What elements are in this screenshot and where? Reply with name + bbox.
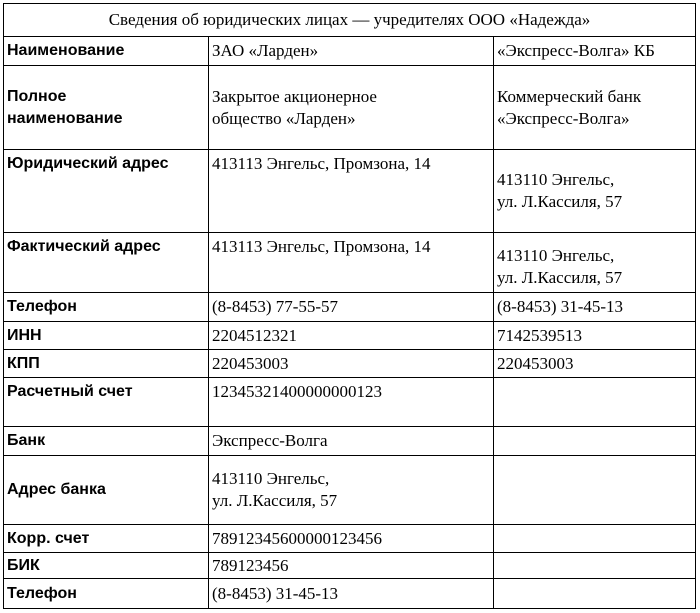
table-row [4,322,696,350]
cell-founder-2: (8-8453) 31-45-13 [494,293,696,322]
cell-founder-1: 220453003 [209,350,494,378]
row-label: Банк [4,427,209,456]
table-title: Сведения об юридических лицах — учредителях ООО «Надежда» [4,4,696,37]
cell-founder-1: 413113 Энгельс, Промзона, 14 [209,150,494,233]
cell-founder-2 [494,579,696,609]
cell-founder-1: 413113 Энгельс, Промзона, 14 [209,233,494,293]
cell-founder-1: 789123456 [209,553,494,579]
row-label: Юридический адрес [4,150,209,233]
table-row [4,150,696,233]
table-row [4,579,696,609]
row-label: Наименование [4,37,209,66]
cell-founder-2: 413110 Энгельс, ул. Л.Кассиля, 57 [494,150,696,233]
cell-founder-1: 413110 Энгельс, ул. Л.Кассиля, 57 [209,456,494,525]
cell-founder-2: Коммерческий банк «Экспресс-Волга» [494,66,696,150]
table-row [4,37,696,66]
table-row [4,378,696,427]
cell-founder-2 [494,456,696,525]
row-label: Телефон [4,579,209,609]
table-row [4,553,696,579]
cell-founder-2: 7142539513 [494,322,696,350]
cell-founder-2 [494,378,696,427]
cell-founder-1: Экспресс-Волга [209,427,494,456]
cell-founder-1: ЗАО «Ларден» [209,37,494,66]
row-label: Телефон [4,293,209,322]
table-title-row [4,4,696,37]
cell-founder-1: (8-8453) 31-45-13 [209,579,494,609]
table-row [4,66,696,150]
table-row [4,525,696,553]
cell-founder-1: 2204512321 [209,322,494,350]
cell-founder-1: 12345321400000000123 [209,378,494,427]
founders-document [3,3,695,608]
table-row [4,350,696,378]
row-label: БИК [4,553,209,579]
founders-table [3,3,696,609]
table-row [4,233,696,293]
cell-founder-1: (8-8453) 77-55-57 [209,293,494,322]
row-label: Полное наименование [4,66,209,150]
cell-founder-2 [494,525,696,553]
row-label: Фактический адрес [4,233,209,293]
cell-founder-2: 220453003 [494,350,696,378]
cell-founder-2: «Экспресс-Волга» КБ [494,37,696,66]
row-label: Корр. счет [4,525,209,553]
cell-founder-1: Закрытое акционерное общество «Ларден» [209,66,494,150]
row-label: Расчетный счет [4,378,209,427]
cell-founder-2 [494,427,696,456]
row-label: КПП [4,350,209,378]
cell-founder-1: 78912345600000123456 [209,525,494,553]
row-label: Адрес банка [4,456,209,525]
cell-founder-2: 413110 Энгельс, ул. Л.Кассиля, 57 [494,233,696,293]
cell-founder-2 [494,553,696,579]
row-label: ИНН [4,322,209,350]
table-row [4,427,696,456]
table-row [4,293,696,322]
table-row [4,456,696,525]
